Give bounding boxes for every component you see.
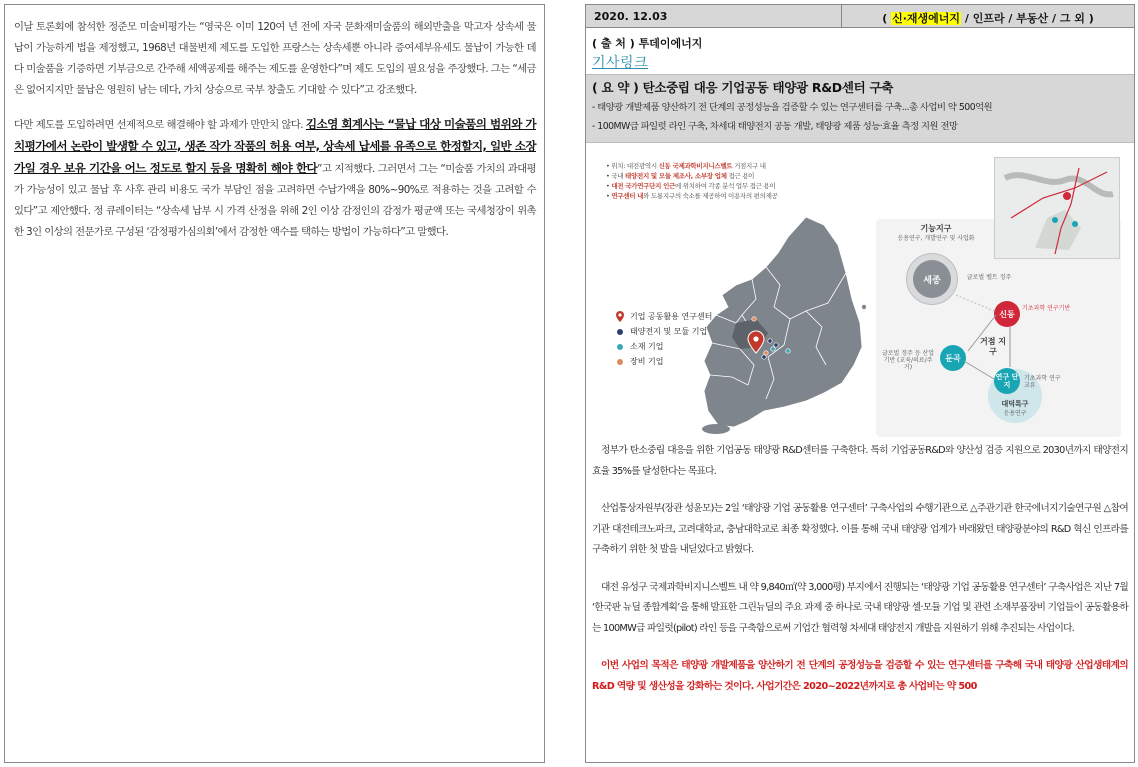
body-paragraph-3: 대전 유성구 국제과학비지니스벨트 내 약 9,840㎡(약 3,000평) 부지에서 진행되는 ‘태양광 기업 공동활용 연구센터’ 구축사업은 지난 7월 ‘한국판 뉴딜 종합계획’을 통해 발표한 그린뉴딜의 주요 과제 중 하나로 국내 태양광 셀·모듈 기업 및 관련 소재부품장비 기업들이 공동활용하는 100MW급 파일럿(pilot) 라인 등을 구축함으로써 기업간 협력형 차세대 태양전지 개발을 지원하기 위해 추진되는 사업이다. (592, 581, 1128, 634)
legend-label: 장비 기업 (630, 357, 664, 366)
category-list (841, 5, 1134, 27)
daedeok-sub: 응용연구 (1003, 410, 1027, 417)
location-note: • 국내 태양전지 및 모듈 제조사, 소부장 업체 접근 용이 (606, 172, 755, 180)
left-paragraph-1 (14, 17, 536, 101)
left-paragraph-2-text-b: ”고 지적했다. 그러면서 그는 “미술품 가치의 과대평가 가능성이 있고 물납 후 사후 관리 비용도 국가 부담인 점을 고려하면 수납가액을 80%~90%로 적용하는 것을 고려할 수 있다”고 제안했다. 정 큐레이터는 “상속세 납부 시 가격 산정을 위해 2인 이상 감정인의 감정가 평균액 또는 국세청장이 위촉한 3인 이상의 전문가로 구성된 ‘감정평가심의회’에서 감정한 액수를 택하는 방법이 가능하다”고 말했다. (14, 163, 536, 238)
summary-title: ( 요 약 ) 탄소중립 대응 기업공동 태양광 R&D센터 구축 (592, 80, 894, 95)
hub-label: 거점 지구 (980, 337, 1006, 356)
sindong-circle: 신동 (994, 301, 1020, 327)
global-belt-label: 글로벌 벨트 정주 (966, 274, 1012, 281)
left-paragraph-1-text: 이날 토론회에 참석한 정준모 미술비평가는 “영국은 이미 120여 년 전에 자국 문화재미술품의 해외반출을 막고자 상속세 물납이 가능하게 법을 제정했고, 1968년 대물변제 제도를 도입한 프랑스는 상속세뿐 아니라 증여세부유세도 물납이 가능한 데다 미술품을 기증하면 기부금으로 간주해 세액공제를 해주는 제도를 운영한다”며 제도 도입의 필요성을 주장했다. 그는 “세금은 없어지지만 물납은 영원히 남는 데다, 가치 상승으로 국부 창출도 기대할 수 있다”고 강조했다. (14, 21, 536, 96)
sejong-circle: 세종 (913, 260, 951, 298)
source-line: ( 출 처 ) 투데이에너지 (592, 37, 703, 50)
legend-item (614, 309, 712, 324)
sindong-sub: 기초과학 연구기반 (1022, 305, 1071, 312)
legend-label: 태양전지 및 모듈 기업 (630, 327, 708, 336)
daedeok-label: 대덕특구 (1001, 400, 1029, 408)
map-legend (614, 309, 712, 369)
summary-box (586, 74, 1134, 143)
body-paragraph-2: 산업통상자원부(장관 성윤모)는 2일 ‘태양광 기업 공동활용 연구센터’ 구축사업의 수행기관으로 △주관기관 한국에너지기술연구원 △참여기관 대전테크노파크, 고려대학교, 충남대학교로 최종 확정했다. 이를 통해 국내 태양광 업계가 바래왔던 태양광분야의 R&D 혁신 인프라를 구축하기 위한 첫 발을 내딛었다고 밝혔다. (592, 503, 1128, 555)
article-link[interactable]: 기사링크 (592, 55, 649, 71)
report-date: 2020. 12.03 (594, 10, 668, 23)
body-paragraph-4-highlight: 이번 사업의 목적은 태양광 개발제품을 양산하기 전 단계의 공정성능을 검증할 수 있는 연구센터를 구축해 국내 태양광 산업생태계의 R&D 역량 및 생산성을 강화하는 것이다. 사업기간은 2020~2022년까지로 총 사업비는 약 500 (592, 660, 1128, 692)
report-header (586, 5, 1134, 28)
legend-item (614, 324, 712, 339)
legend-item (614, 339, 712, 354)
map-pin-icon (614, 311, 626, 322)
summary-line-2: - 100MW급 파일럿 라인 구축, 차세대 태양전지 공동 개발, 태양광 제품 성능·효율 측정 지원 전망 (592, 121, 958, 132)
legend-label: 기업 공동활용 연구센터 (630, 312, 713, 321)
location-note: • 위치: 대전광역시 신동 국제과학비지니스벨트 거점지구 내 (606, 162, 766, 170)
dot-icon (614, 344, 626, 350)
function-zone-title: 기능지구 (920, 224, 952, 233)
location-note: • 연구센터 내와 도룡지구의 숙소를 제공하여 이용자의 편의제공 (606, 192, 778, 200)
location-note: • 대전 국가연구단지 인근에 위치하여 각종 분석 업무 접근 용이 (606, 182, 776, 190)
legend-label: 소재 기업 (630, 342, 664, 351)
left-paragraph-2 (14, 114, 536, 243)
dot-icon (614, 359, 626, 365)
region-inset-map (994, 157, 1120, 259)
dunggok-circle: 둔곡 (940, 345, 966, 371)
sejong-ring (906, 253, 958, 305)
category-rest: / 인프라 / 부동산 / 그 외 ) (961, 12, 1094, 25)
left-paragraph-2-emphasis: 김소영 회계사는 “물납 대상 미술품의 범위와 가치평가에서 논란이 발생할 수 있고, 생존 작가 작품의 허용 여부, 상속세 납세를 유족으로 한정할지, 일반 소장가일 경우 보유 기간을 어느 정도로 할지 등을 명확히 해야 한다 (14, 117, 537, 175)
dot-icon (614, 329, 626, 335)
category-highlight: 신·재생에너지 (892, 12, 961, 25)
research-circle: 연구 단지 (994, 368, 1020, 394)
legend-item (614, 354, 712, 369)
location-notes (606, 161, 856, 201)
dunggok-sub: 글로벌 정주 등 산업기반 (교육/의료/주거) (881, 350, 935, 371)
category-open: ( (882, 12, 892, 25)
function-zone-sub: 응용연구, 개발연구 및 사업화 (897, 235, 975, 242)
article-body (586, 441, 1134, 697)
infographic (600, 155, 1121, 437)
body-paragraph-1: 정부가 탄소중립 대응을 위한 기업공동 태양광 R&D센터를 구축한다. 특히 기업공동R&D와 양산성 검증 지원으로 2030년까지 태양전지 효율 35%를 달성한다는 목표다. (592, 445, 1128, 477)
left-paragraph-2-text-a: 다만 제도를 도입하려면 선제적으로 해결해야 할 과제가 만만치 않다. (14, 119, 306, 131)
left-page (4, 4, 545, 763)
right-page (585, 4, 1135, 763)
research-sub: 기초과학 연구교류 (1024, 375, 1061, 389)
summary-line-1: - 태양광 개발제품 양산하기 전 단계의 공정성능을 검증할 수 있는 연구센터를 구축...총 사업비 약 500억원 (592, 102, 993, 113)
